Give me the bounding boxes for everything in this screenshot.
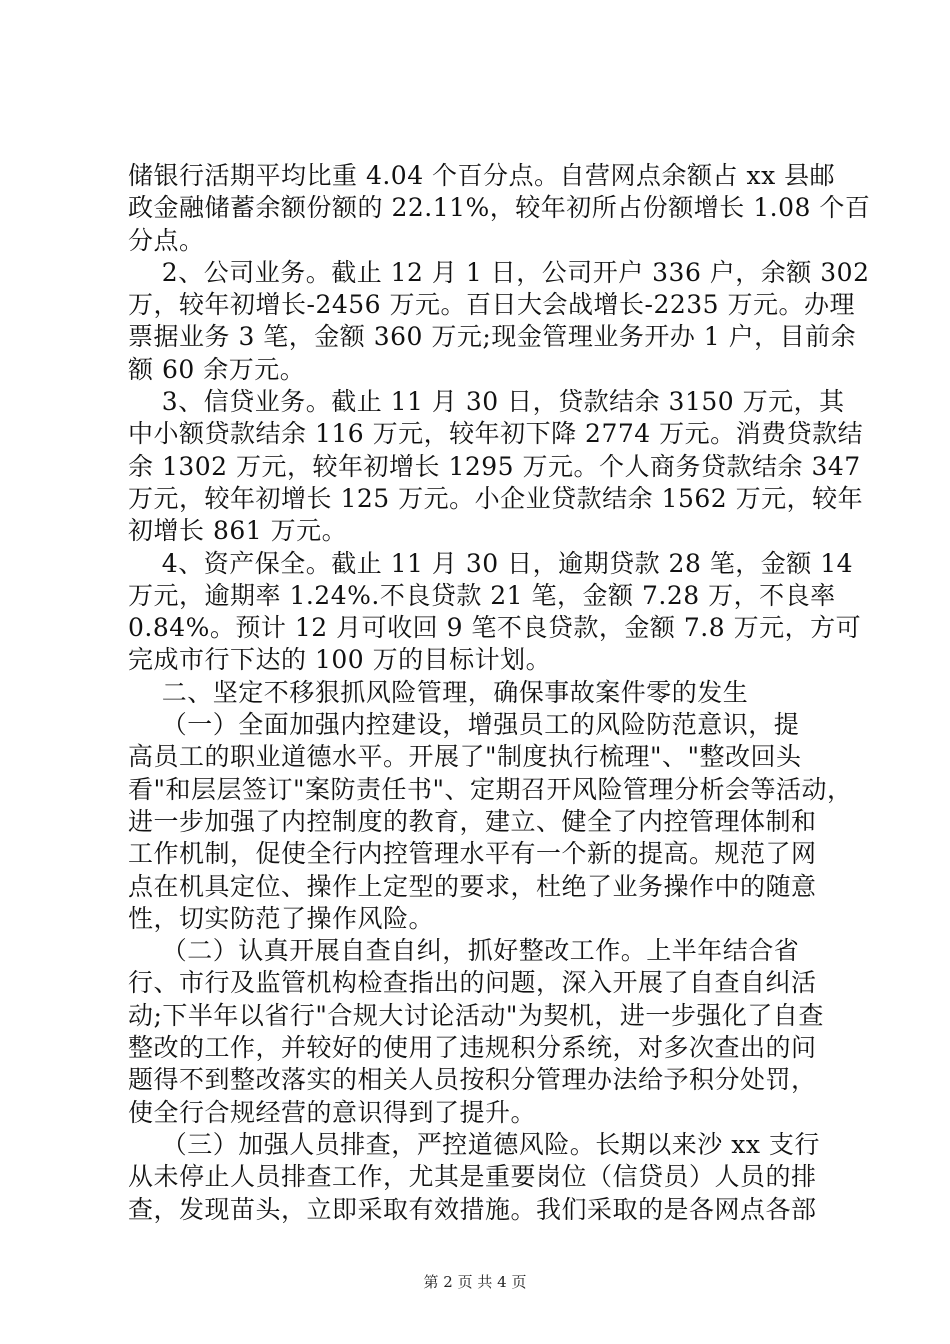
paragraph bbox=[128, 1129, 834, 1226]
paragraph bbox=[128, 677, 834, 709]
text-line: 政金融储蓄余额份额的 22.11%，较年初所占份额增长 1.08 个百 bbox=[128, 193, 871, 223]
text-line: 万元，较年初增长 125 万元。小企业贷款结余 1562 万元，较年 bbox=[128, 483, 864, 513]
text-line: 中小额贷款结余 116 万元，较年初下降 2774 万元。消费贷款结 bbox=[128, 419, 864, 449]
paragraph bbox=[128, 386, 864, 547]
text-line: 余 1302 万元，较年初增长 1295 万元。个人商务贷款结余 347 bbox=[128, 451, 861, 481]
text-line: 3、信贷业务。截止 11 月 30 日，贷款结余 3150 万元，其 bbox=[128, 387, 845, 417]
text-line: 0.84%。预计 12 月可收回 9 笔不良贷款，金额 7.8 万元，方可 bbox=[128, 613, 862, 643]
text-line: 题得不到整改落实的相关人员按积分管理办法给予积分处罚， bbox=[128, 1065, 817, 1095]
text-line: 看"和层层签订"案防责任书"、定期召开风险管理分析会等活动， bbox=[128, 774, 853, 804]
text-line: （三）加强人员排查，严控道德风险。长期以来沙 xx 支行 bbox=[128, 1129, 820, 1159]
page-footer: 第 2 页 共 4 页 bbox=[423, 1273, 527, 1291]
text-line: 使全行合规经营的意识得到了提升。 bbox=[128, 1097, 537, 1127]
paragraph bbox=[128, 160, 871, 257]
paragraph bbox=[128, 709, 853, 935]
text-line: 储银行活期平均比重 4.04 个百分点。自营网点余额占 xx 县邮 bbox=[128, 161, 836, 190]
text-line: 性，切实防范了操作风险。 bbox=[128, 903, 435, 933]
text-line: 万，较年初增长-2456 万元。百日大会战增长-2235 万元。办理 bbox=[128, 290, 856, 320]
text-line: 行、市行及监管机构检查指出的问题，深入开展了自查自纠活 bbox=[128, 968, 817, 998]
text-line: 工作机制，促使全行内控管理水平有一个新的提高。规范了网 bbox=[128, 839, 817, 869]
text-line: 进一步加强了内控制度的教育，建立、健全了内控管理体制和 bbox=[128, 806, 817, 836]
text-line: （二）认真开展自查自纠，抓好整改工作。上半年结合省 bbox=[128, 936, 800, 966]
text-line: 初增长 861 万元。 bbox=[128, 516, 348, 546]
paragraph bbox=[128, 257, 870, 386]
text-line: （一）全面加强内控建设，增强员工的风险防范意识，提 bbox=[128, 710, 800, 740]
text-line: 分点。 bbox=[128, 225, 205, 255]
text-line: 票据业务 3 笔，金额 360 万元;现金管理业务开办 1 户，目前余 bbox=[128, 322, 857, 352]
text-line: 查，发现苗头，立即采取有效措施。我们采取的是各网点各部 bbox=[128, 1194, 817, 1224]
text-line: 万元，逾期率 1.24%.不良贷款 21 笔，金额 7.28 万，不良率 bbox=[128, 580, 836, 610]
paragraph bbox=[128, 935, 834, 1129]
text-line: 整改的工作，并较好的使用了违规积分系统，对多次查出的问 bbox=[128, 1033, 817, 1063]
text-line: 二、坚定不移狠抓风险管理，确保事故案件零的发生 bbox=[128, 677, 749, 707]
document-body bbox=[128, 160, 871, 1226]
paragraph bbox=[128, 548, 862, 677]
text-line: 完成市行下达的 100 万的目标计划。 bbox=[128, 645, 552, 675]
text-line: 点在机具定位、操作上定型的要求，杜绝了业务操作中的随意 bbox=[128, 871, 817, 901]
text-line: 4、资产保全。截止 11 月 30 日，逾期贷款 28 笔，金额 14 bbox=[128, 548, 854, 578]
text-line: 高员工的职业道德水平。开展了"制度执行梳理"、"整改回头 bbox=[128, 742, 802, 772]
text-line: 从未停止人员排查工作，尤其是重要岗位（信贷员）人员的排 bbox=[128, 1162, 817, 1192]
text-line: 2、公司业务。截止 12 月 1 日，公司开户 336 户，余额 302 bbox=[128, 257, 870, 287]
text-line: 动;下半年以省行"合规大讨论活动"为契机，进一步强化了自查 bbox=[128, 1000, 824, 1030]
text-line: 额 60 余万元。 bbox=[128, 354, 306, 384]
